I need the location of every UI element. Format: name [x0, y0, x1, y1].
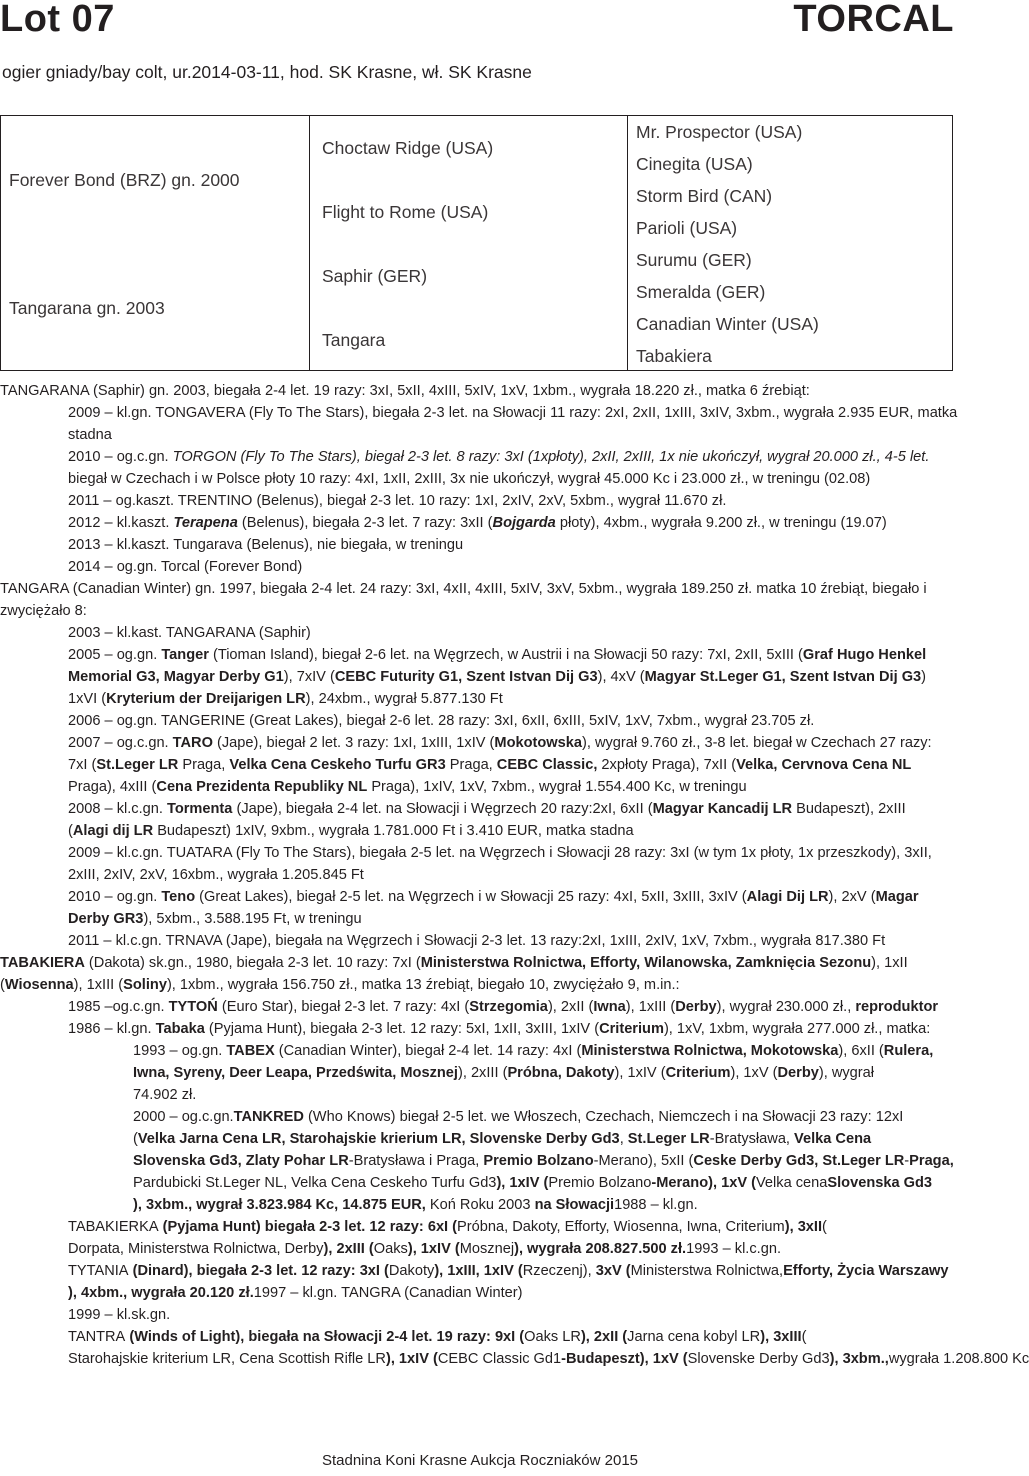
offspring-entry: 1993 – og.gn. TABEX (Canadian Winter), biegał 2-4 let. 14 razy: 4xI (Ministerstwa Rolnictwa, Mokotowska), 6xII (Rulera, [133, 1043, 934, 1059]
pedigree-great-grandparent: Surumu (GER) [636, 249, 752, 270]
offspring-entry: TANTRA (Winds of Light), biegała na Słowacji 2-4 let. 19 razy: 9xI (Oaks LR), 2xII (Jarna cena kobyl LR), 3xIII( [68, 1329, 807, 1345]
pedigree-great-grandparent: Canadian Winter (USA) [636, 313, 819, 334]
offspring-entry: 2011 – og.kaszt. TRENTINO (Belenus), biegał 2-3 let. 10 razy: 1xI, 2xIV, 2xV, 5xbm., wygrał 11.670 zł. [68, 493, 727, 509]
offspring-entry: Pardubicki St.Leger NL, Velka Cena Ceskeho Turfu Gd3), 1xIV (Premio Bolzano-Merano), 1xV (Velka cenaSlovenska Gd3 [133, 1175, 933, 1191]
pedigree-sire: Forever Bond (BRZ) gn. 2000 [9, 169, 240, 190]
offspring-entry: Starohajskie kriterium LR, Cena Scottish Rifle LR), 1xIV (CEBC Classic Gd1-Budapeszt), 1xV (Slovenske Derby Gd3), 3xbm.,wygrała 1.208.800 Kc [68, 1351, 1029, 1367]
offspring-entry: 2011 – kl.c.gn. TRNAVA (Jape), biegała na Węgrzech i Słowacji 2-3 let. 13 razy:2xI, 1xIII, 2xIV, 1xV, 7xbm., wygrała 817.380 Ft [68, 933, 886, 949]
offspring-entry: 2012 – kl.kaszt. Terapena (Belenus), biegała 2-3 let. 7 razy: 3xII (Bojgarda płoty), 4xbm., wygrała 9.200 zł., w treningu (19.07) [68, 515, 887, 531]
offspring-entry: TABAKIERKA (Pyjama Hunt) biegała 2-3 let. 12 razy: 6xI (Próbna, Dakoty, Efforty, Wiosenna, Iwna, Criterium), 3xII( [68, 1219, 827, 1235]
offspring-entry: 2010 – og.c.gn. TORGON (Fly To The Stars), biegał 2-3 let. 8 razy: 3xI (1xpłoty), 2xII, 2xIII, 1x nie ukończył, wygrał 20.000 zł., 4-5 let. [68, 449, 930, 465]
offspring-entry: Dorpata, Ministerstwa Rolnictwa, Derby), 2xIII (Oaks), 1xIV (Mosznej), wygrała 208.827.500 zł.1993 – kl.c.gn. [68, 1241, 782, 1257]
pedigree-great-grandparent: Parioli (USA) [636, 217, 738, 238]
offspring-entry: 1999 – kl.sk.gn. [68, 1307, 171, 1323]
offspring-entry: ), 4xbm., wygrała 20.120 zł.1997 – kl.gn. TANGRA (Canadian Winter) [68, 1285, 523, 1301]
offspring-entry: Praga), 4xIII (Cena Prezidenta Republiky NL Praga), 1xIV, 1xV, 7xbm., wygrał 1.554.400 Kc, w treningu [68, 779, 747, 795]
offspring-entry: biegał w Czechach i w Polsce płoty 10 razy: 4xI, 1xII, 2xIII, 3x nie ukończył, wygrał 45.000 Kc i 23.000 zł., w treningu (02.08) [68, 471, 871, 487]
offspring-entry: 2013 – kl.kaszt. Tungarava (Belenus), nie biegała, w treningu [68, 537, 464, 553]
pedigree-great-grandparents [628, 116, 952, 370]
great-granddam-record: TABAKIERA (Dakota) sk.gn., 1980, biegała 2-3 let. 10 razy: 7xI (Ministerstwa Rolnictwa, Efforty, Wilanowska, Zamknięcia Sezonu), 1xII [0, 955, 908, 971]
pedigree-grandparents [310, 116, 628, 370]
pedigree-grandparent: Flight to Rome (USA) [322, 201, 489, 222]
offspring-entry: 2014 – og.gn. Torcal (Forever Bond) [68, 559, 303, 575]
offspring-entry: 1986 – kl.gn. Tabaka (Pyjama Hunt), biegała 2-3 let. 12 razy: 5xI, 1xII, 3xIII, 1xIV (Criterium), 1xV, 1xbm, wygrała 277.000 zł., matka: [68, 1021, 931, 1037]
offspring-entry: stadna [68, 427, 112, 443]
header [0, 0, 960, 46]
horse-name: TORCAL [793, 0, 954, 40]
offspring-entry: Memorial G3, Magyar Derby G1), 7xIV (CEBC Futurity G1, Szent Istvan Dij G3), 4xV (Magyar St.Leger G1, Szent Istvan Dij G3) [68, 669, 927, 685]
offspring-entry: (Alagi dij LR Budapeszt) 1xIV, 9xbm., wygrała 1.781.000 Ft i 3.410 EUR, matka stadna [68, 823, 634, 839]
pedigree-parents [1, 116, 310, 370]
offspring-entry: 1xVI (Kryterium der Dreijarigen LR), 24xbm., wygrał 5.877.130 Ft [68, 691, 503, 707]
offspring-entry: Derby GR3), 5xbm., 3.588.195 Ft, w treningu [68, 911, 362, 927]
offspring-entry: ), 3xbm., wygrał 3.823.984 Kc, 14.875 EUR, Koń Roku 2003 na Słowacji1988 – kl.gn. [133, 1197, 698, 1213]
catalog-footer: Stadnina Koni Krasne Aukcja Roczniaków 2015 [321, 1452, 639, 1469]
great-granddam-record: (Wiosenna), 1xIII (Soliny), 1xbm., wygrała 156.750 zł., matka 13 źrebiąt, biegało 10, zwyciężało 9, m.in.: [0, 977, 680, 993]
pedigree-great-grandparent: Storm Bird (CAN) [636, 185, 773, 206]
dam-record: TANGARANA (Saphir) gn. 2003, biegała 2-4 let. 19 razy: 3xI, 5xII, 4xIII, 5xIV, 1xV, 1xbm., wygrała 18.220 zł., matka 6 źrebiąt: [0, 383, 810, 399]
offspring-entry: Iwna, Syreny, Deer Leapa, Przedświta, Mosznej), 2xIII (Próbna, Dakoty), 1xIV (Criterium), 1xV (Derby), wygrał [133, 1065, 874, 1081]
offspring-entry: 2009 – kl.gn. TONGAVERA (Fly To The Stars), biegała 2-3 let. na Słowacji 11 razy: 2xI, 2xII, 1xIII, 3xIV, 3xbm., wygrała 2.935 EUR, matka [68, 405, 958, 421]
offspring-entry: 2007 – og.c.gn. TARO (Jape), biegał 2 let. 3 razy: 1xI, 1xIII, 1xIV (Mokotowska), wygrał 9.760 zł., 3-8 let. biegał w Czechach 27 razy: [68, 735, 932, 751]
offspring-entry: 2008 – kl.c.gn. Tormenta (Jape), biegała 2-4 let. na Słowacji i Węgrzech 20 razy:2xI, 6xII (Magyar Kancadij LR Budapeszt), 2xIII [68, 801, 906, 817]
offspring-entry: (Velka Jarna Cena LR, Starohajskie krierium LR, Slovenske Derby Gd3, St.Leger LR-Bratysława, Velka Cena [133, 1131, 872, 1147]
offspring-entry: 2010 – og.gn. Teno (Great Lakes), biegał 2-5 let. na Węgrzech i w Słowacji 25 razy: 4xI, 5xII, 3xIII, 3xIV (Alagi Dij LR), 2xV (Magar [68, 889, 919, 905]
pedigree-great-grandparent: Cinegita (USA) [636, 153, 753, 174]
offspring-entry: 2000 – og.c.gn.TANKRED (Who Knows) biegał 2-5 let. we Włoszech, Czechach, Niemczech i na Słowacji 23 razy: 12xI [133, 1109, 904, 1125]
pedigree-great-grandparent: Mr. Prospector (USA) [636, 121, 803, 142]
lot-number: Lot 07 [0, 0, 115, 40]
offspring-entry: Slovenska Gd3, Zlaty Pohar LR-Bratysława i Praga, Premio Bolzano-Merano), 5xII (Ceske Derby Gd3, St.Leger LR-Praga, [133, 1153, 954, 1169]
pedigree-table [0, 115, 953, 371]
pedigree-great-grandparent: Tabakiera [636, 345, 712, 366]
pedigree-great-grandparent: Smeralda (GER) [636, 281, 766, 302]
pedigree-dam: Tangarana gn. 2003 [9, 297, 165, 318]
offspring-entry: 2009 – kl.c.gn. TUATARA (Fly To The Stars), biegała 2-5 let. na Węgrzech i Słowacji 28 razy: 3xI (w tym 1x płoty, 1x przeszkody), 3xII, [68, 845, 932, 861]
offspring-entry: 2003 – kl.kast. TANGARANA (Saphir) [68, 625, 311, 641]
offspring-entry: 1985 –og.c.gn. TYTOŃ (Euro Star), biegał 2-3 let. 7 razy: 4xI (Strzegomia), 2xII (Iwna), 1xIII (Derby), wygrał 230.000 zł., reproduktor [68, 999, 939, 1015]
race-record [0, 380, 1029, 1370]
offspring-entry: 2006 – og.gn. TANGERINE (Great Lakes), biegał 2-6 let. 28 razy: 3xI, 6xII, 6xIII, 5xIV, 1xV, 7xbm., wygrał 23.705 zł. [68, 713, 815, 729]
offspring-entry: TYTANIA (Dinard), biegała 2-3 let. 12 razy: 3xI (Dakoty), 1xIII, 1xIV (Rzeczenj), 3xV (Ministerstwa Rolnictwa,Efforty, Życia Warszawy [68, 1263, 949, 1279]
offspring-entry: 2xIII, 2xIV, 2xV, 16xbm., wygrała 1.205.845 Ft [68, 867, 364, 883]
pedigree-grandparent: Tangara [322, 329, 386, 350]
offspring-entry: 74.902 zł. [133, 1087, 197, 1103]
pedigree-grandparent: Saphir (GER) [322, 265, 428, 286]
offspring-entry: 7xI (St.Leger LR Praga, Velka Cena Ceskeho Turfu GR3 Praga, CEBC Classic, 2xpłoty Praga), 7xII (Velka, Cervnova Cena NL [68, 757, 912, 773]
pedigree-grandparent: Choctaw Ridge (USA) [322, 137, 494, 158]
offspring-entry: 2005 – og.gn. Tanger (Tioman Island), biegał 2-6 let. na Węgrzech, w Austrii i na Słowacji 50 razy: 7xI, 2xII, 5xIII (Graf Hugo Henkel [68, 647, 927, 663]
horse-description: ogier gniady/bay colt, ur.2014-03-11, hod. SK Krasne, wł. SK Krasne [2, 62, 532, 82]
granddam-record: zwyciężało 8: [0, 603, 87, 619]
granddam-record: TANGARA (Canadian Winter) gn. 1997, biegała 2-4 let. 24 razy: 3xI, 4xII, 4xIII, 5xIV, 3xV, 5xbm., wygrała 189.250 zł. matka 10 źrebiąt, biegało i [0, 581, 927, 597]
